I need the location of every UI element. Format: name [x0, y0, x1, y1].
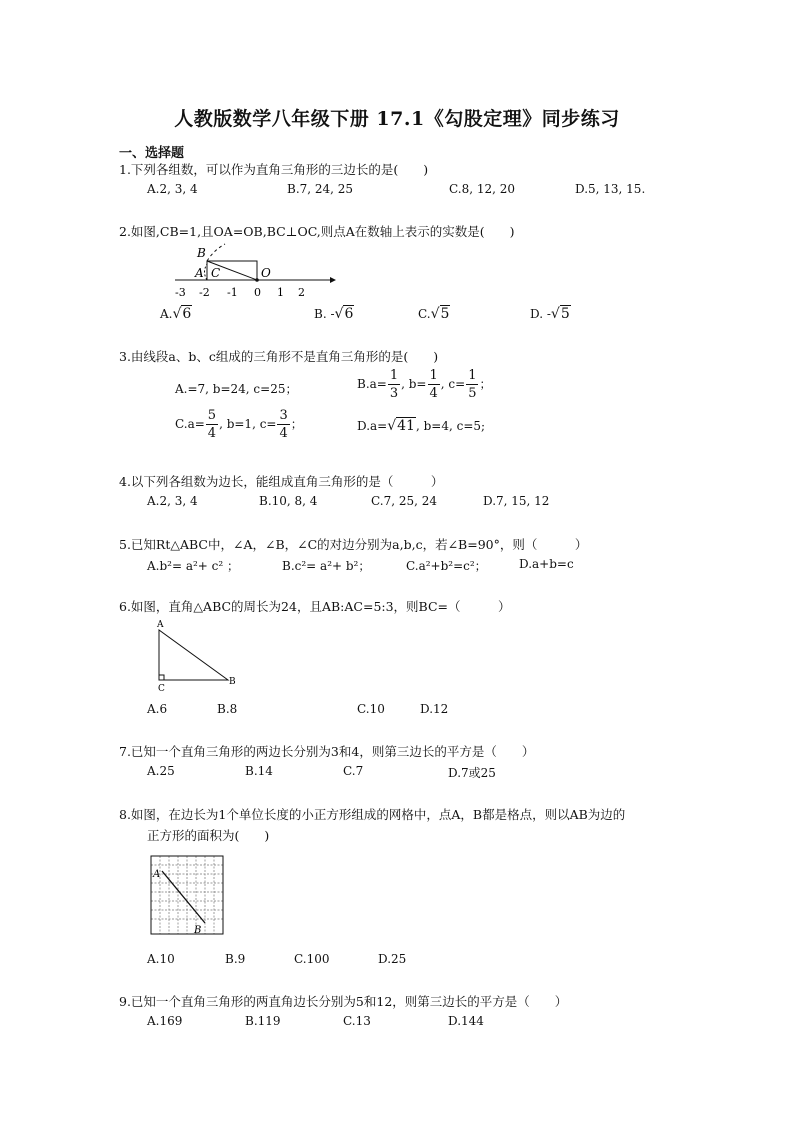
q8-option-c: C.100	[294, 952, 330, 966]
tick-label: -1	[227, 286, 238, 299]
q1-option-c: C.8, 12, 20	[449, 182, 515, 196]
label-b: B	[194, 925, 202, 936]
segment-ab	[162, 871, 205, 923]
q6-option-c: C.10	[357, 702, 385, 716]
q9-option-c: C.13	[343, 1014, 371, 1028]
label-c: C	[158, 684, 165, 694]
axis-arrow-icon	[330, 277, 336, 283]
grid-figure	[148, 853, 228, 937]
triangle-figure	[150, 616, 240, 694]
q2-option-a: A.√6	[160, 306, 192, 322]
section-heading: 一、选择题	[119, 146, 185, 161]
q9-option-b: B.119	[245, 1014, 281, 1028]
question-8-line-2: 正方形的面积为( )	[147, 828, 270, 843]
q8-option-d: D.25	[378, 952, 407, 966]
q7-option-b: B.14	[245, 764, 273, 778]
q4-option-b: B.10, 8, 4	[259, 494, 318, 508]
q5-option-b: B.c²= a²+ b²；	[282, 559, 371, 573]
q2-option-c: C.√5	[418, 306, 450, 322]
q1-option-d: D.5, 13, 15.	[575, 182, 646, 196]
q6-option-d: D.12	[420, 702, 449, 716]
q7-option-d: D.7或25	[448, 766, 496, 780]
q4-option-a: A.2, 3, 4	[147, 494, 198, 508]
question-7: 7.已知一个直角三角形的两边长分别为3和4，则第三边长的平方是（ ）	[119, 744, 535, 759]
q6-option-b: B.8	[217, 702, 238, 716]
q8-option-a: A.10	[147, 952, 175, 966]
q3-option-d: D.a=√41, b=4, c=5;	[357, 418, 486, 434]
question-1: 1.下列各组数，可以作为直角三角形的三边长的是( )	[119, 162, 429, 177]
q7-option-c: C.7	[343, 764, 364, 778]
tick-label: 2	[298, 286, 305, 299]
q9-option-a: A.169	[147, 1014, 183, 1028]
question-8: 8.如图，在边长为1个单位长度的小正方形组成的网格中，点A，B都是格点，则以AB为边的	[119, 807, 626, 822]
right-triangle	[159, 630, 228, 680]
q3-option-c: C.a= $\frac{5}{4}$ , b=1, c= $\frac{3}{4}$ ；	[175, 408, 303, 441]
q2-option-b: B. -√6	[314, 306, 354, 322]
q5-option-c: C.a²+b²=c²；	[406, 559, 487, 573]
question-5: 5.已知Rt△ABC中，∠A，∠B，∠C的对边分别为a,b,c，若∠B=90°，则（ ）	[119, 537, 588, 552]
q1-option-b: B.7, 24, 25	[287, 182, 354, 196]
q3-option-b: B.a= $\frac{1}{3}$ , b= $\frac{1}{4}$ , c= $\frac{1}{5}$ ；	[357, 368, 492, 401]
label-a: A	[195, 266, 204, 280]
grid-lines	[151, 856, 223, 934]
question-9: 9.已知一个直角三角形的两直角边长分别为5和12，则第三边长的平方是（ ）	[119, 994, 568, 1009]
tick-label: 1	[277, 286, 284, 299]
q4-option-d: D.7, 15, 12	[483, 494, 550, 508]
number-line-figure	[170, 240, 340, 302]
arc-dashed	[207, 244, 225, 261]
q9-option-d: D.144	[448, 1014, 484, 1028]
tick-label: 0	[254, 286, 261, 299]
label-b: B	[229, 677, 236, 687]
q5-option-a: A.b²= a²+ c² ；	[147, 559, 240, 573]
right-angle-mark	[159, 675, 164, 680]
question-3: 3.由线段a、b、c组成的三角形不是直角三角形的是( )	[119, 349, 439, 364]
tick-label: -2	[199, 286, 210, 299]
label-o: O	[261, 266, 271, 280]
question-6: 6.如图，直角△ABC的周长为24，且AB:AC=5:3，则BC=（ ）	[119, 599, 511, 614]
label-a: A	[157, 620, 164, 630]
label-b: B	[197, 246, 206, 260]
q2-option-d: D. -√5	[530, 306, 570, 322]
q4-option-c: C.7, 25, 24	[371, 494, 437, 508]
q6-option-a: A.6	[147, 702, 168, 716]
question-4: 4.以下列各组数为边长，能组成直角三角形的是（ ）	[119, 474, 444, 489]
q1-option-a: A.2, 3, 4	[147, 182, 198, 196]
label-a: A	[153, 869, 161, 880]
origin-point	[255, 278, 259, 282]
page-title: 人教版数学八年级下册 17.1《勾股定理》同步练习	[174, 108, 620, 130]
q5-option-d: D.a+b=c	[519, 557, 574, 571]
q7-option-a: A.25	[147, 764, 175, 778]
question-2: 2.如图,CB=1,且OA=OB,BC⊥OC,则点A在数轴上表示的实数是( )	[119, 224, 515, 239]
q8-option-b: B.9	[225, 952, 246, 966]
q3-option-a: A.=7, b=24, c=25；	[175, 382, 298, 396]
tick-label: -3	[175, 286, 186, 299]
label-c: C	[211, 266, 221, 280]
